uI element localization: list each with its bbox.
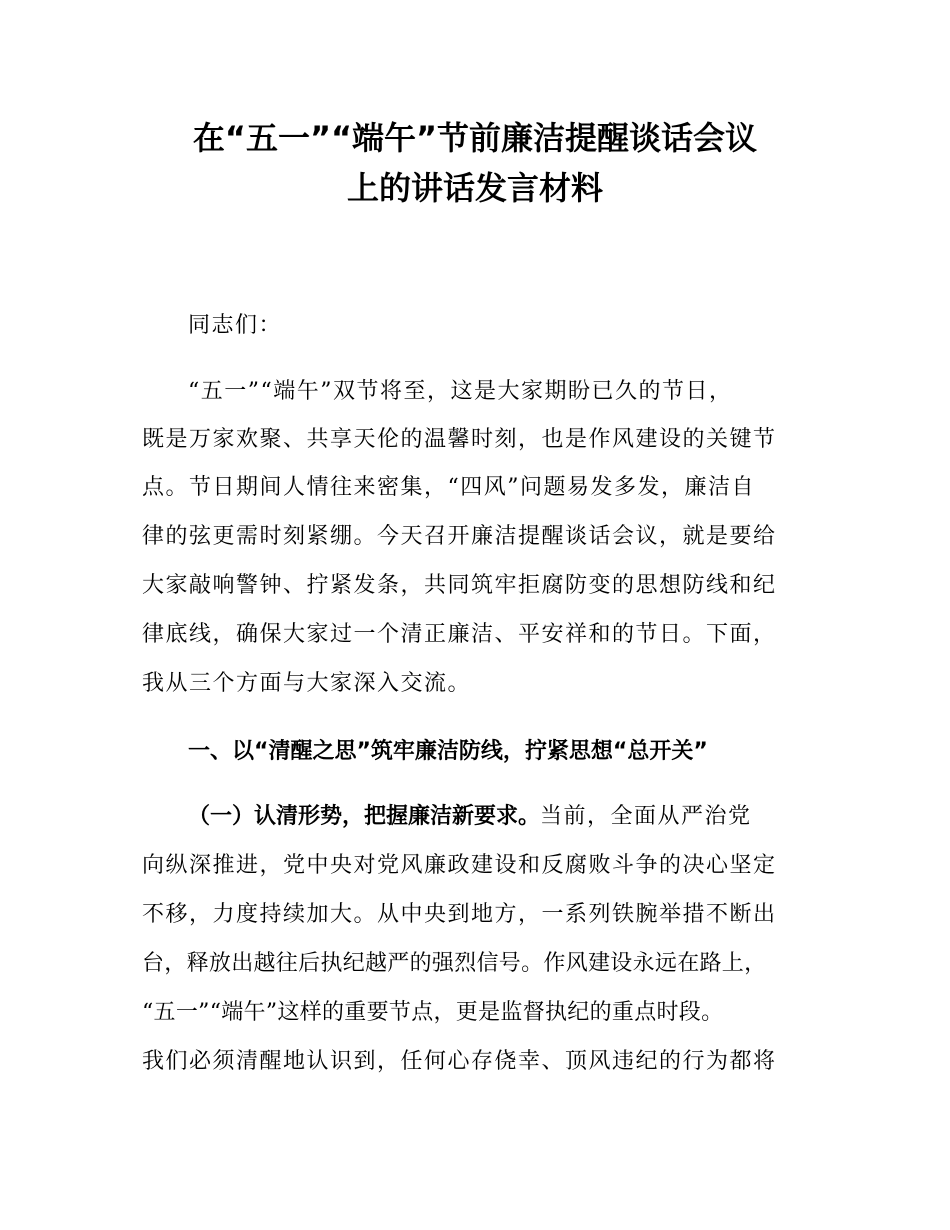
subsection-1-heading: （一）认清形势，把握廉洁新要求。 [188,804,541,829]
subsection-1-line-6: 我们必须清醒地认识到，任何心存侥幸、顶风违纪的行为都将 [142,1049,777,1074]
intro-line-2: 既是万家欢聚、共享天伦的温馨时刻，也是作风建设的关键节 [142,427,777,452]
intro-line-3: 点。节日期间人情往来密集，“四风”问题易发多发，廉洁自 [142,475,755,500]
intro-line-1: “五一”“端午”双节将至，这是大家期盼已久的节日， [188,379,733,404]
intro-line-6: 律底线，确保大家过一个清正廉洁、平安祥和的节日。下面， [142,622,777,647]
intro-line-7: 我从三个方面与大家深入交流。 [142,671,472,696]
subsection-1-line-2: 向纵深推进，党中央对党风廉政建设和反腐败斗争的决心坚定 [142,853,777,878]
document-title-line-1: 在“五一”“端午”节前廉洁提醒谈话会议 [192,119,758,157]
subsection-1-line-5: “五一”“端午”这样的重要节点，更是监督执纪的重点时段。 [142,1000,724,1025]
document-title-line-2: 上的讲话发言材料 [346,169,603,207]
subsection-1-first-line-text: 当前，全面从严治党 [540,804,752,829]
subsection-1-first-line [188,802,888,832]
subsection-1-line-3: 不移，力度持续加大。从中央到地方，一系列铁腕举措不断出 [142,902,777,927]
intro-line-5: 大家敲响警钟、拧紧发条，共同筑牢拒腐防变的思想防线和纪 [142,573,777,598]
subsection-1-line-4: 台，释放出越往后执纪越严的强烈信号。作风建设永远在路上， [142,951,767,976]
section-1-heading: 一、以“清醒之思”筑牢廉洁防线，拧紧思想“总开关” [188,739,708,764]
salutation: 同志们： [188,313,283,338]
intro-line-4: 律的弦更需时刻紧绷。今天召开廉洁提醒谈话会议，就是要给 [142,524,777,549]
